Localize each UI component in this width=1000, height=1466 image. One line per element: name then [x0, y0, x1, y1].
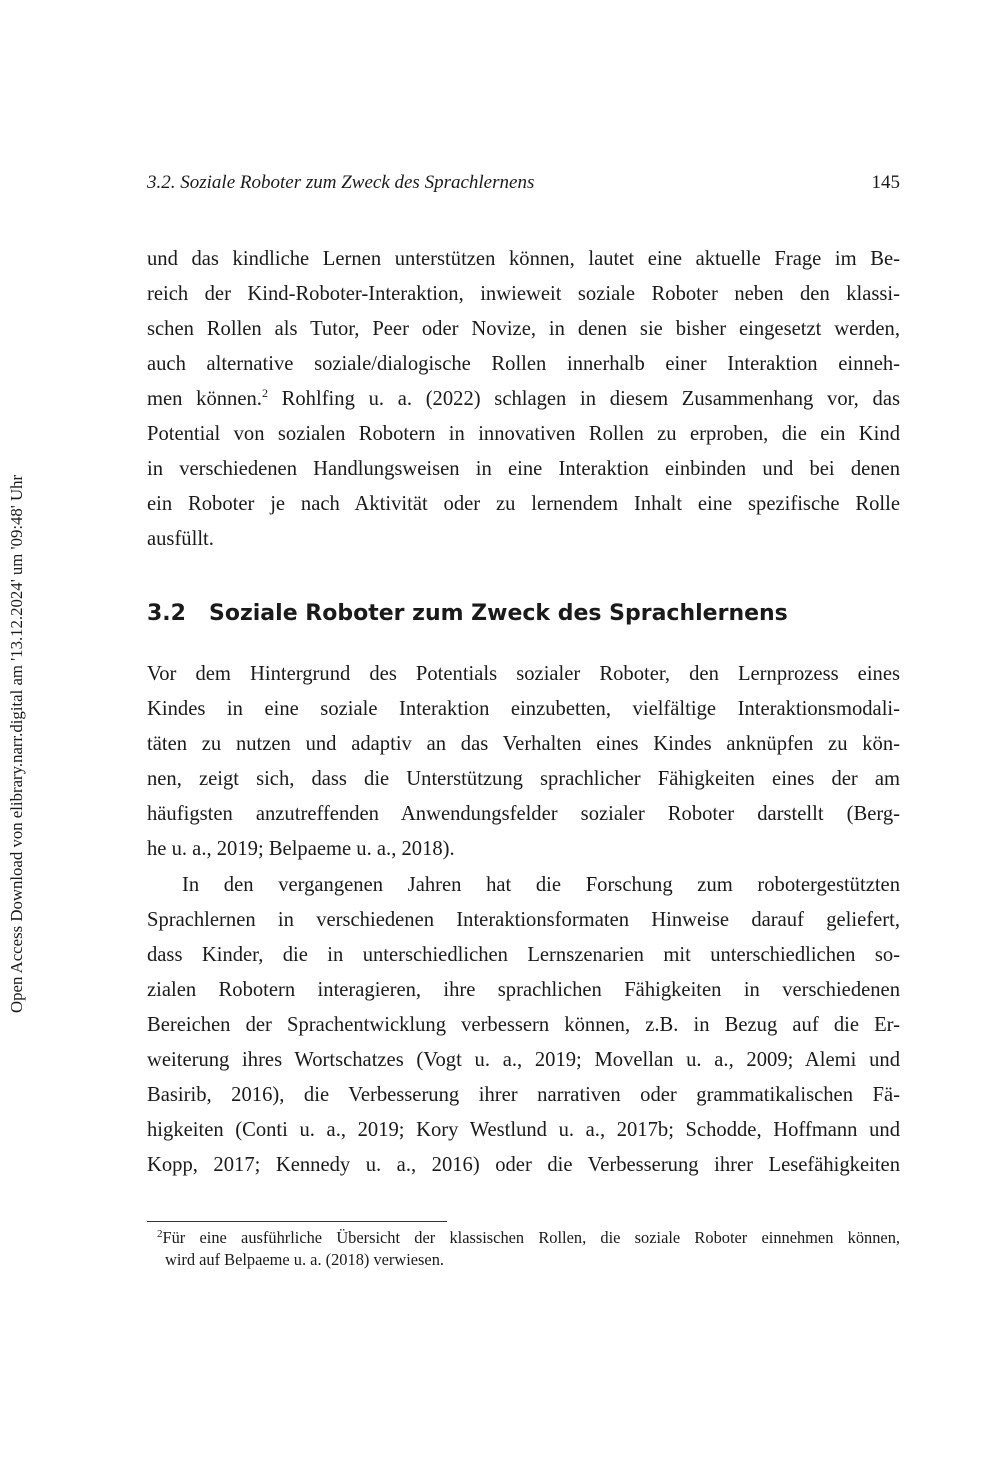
- page-header: [147, 170, 900, 196]
- text-line: dass Kinder, die in unterschiedlichen Lernszenarien mit unterschiedlichen so-: [147, 944, 900, 966]
- text-line: Basirib, 2016), die Verbesserung ihrer narrativen oder grammatikalischen Fä-: [147, 1084, 900, 1106]
- text-line: auch alternative soziale/dialogische Rollen innerhalb einer Interaktion einneh-: [147, 353, 900, 375]
- line-start: men können.: [147, 388, 262, 410]
- text-line: reich der Kind-Roboter-Interaktion, inwieweit soziale Roboter neben den klassi-: [147, 283, 900, 305]
- text-line: in verschiedenen Handlungsweisen in eine Interaktion einbinden und bei denen: [147, 458, 900, 480]
- footnote-line: wird auf Belpaeme u. a. (2018) verwiesen.: [165, 1250, 444, 1269]
- text-line: häufigsten anzutreffenden Anwendungsfelder sozialer Roboter darstellt (Berg-: [147, 803, 900, 825]
- text-line: Kindes in eine soziale Interaktion einzubetten, vielfältige Interaktionsmodali-: [147, 698, 900, 720]
- text-line: zialen Robotern interagieren, ihre sprachlichen Fähigkeiten in verschiedenen: [147, 979, 900, 1001]
- text-line: weiterung ihres Wortschatzes (Vogt u. a., 2019; Movellan u. a., 2009; Alemi und: [147, 1049, 900, 1071]
- text-line: Sprachlernen in verschiedenen Interaktionsformaten Hinweise darauf geliefert,: [147, 909, 900, 931]
- text-line: schen Rollen als Tutor, Peer oder Novize, in denen sie bisher eingesetzt werden,: [147, 318, 900, 340]
- text-line: Bereichen der Sprachentwicklung verbessern können, z.B. in Bezug auf die Er-: [147, 1014, 900, 1036]
- page-number: 145: [871, 172, 900, 193]
- text-line: Vor dem Hintergrund des Potentials sozialer Roboter, den Lernprozess eines: [147, 663, 900, 685]
- section-number: 3.2: [147, 601, 186, 626]
- text-line: Kopp, 2017; Kennedy u. a., 2016) oder die Verbesserung ihrer Lesefähigkeiten: [147, 1154, 900, 1176]
- text-line: nen, zeigt sich, dass die Unterstützung sprachlicher Fähigkeiten eines der am: [147, 768, 900, 790]
- footnote-text: Für eine ausführliche Übersicht der klassischen Rollen, die soziale Roboter einnehmen können,: [162, 1228, 900, 1247]
- running-title: 3.2. Soziale Roboter zum Zweck des Sprachlernens: [147, 172, 535, 193]
- text-line: [147, 382, 900, 417]
- footnote-mark: 2: [157, 1228, 163, 1240]
- section-heading: [147, 596, 900, 632]
- footnote-reference[interactable]: 2: [261, 386, 268, 400]
- text-line: und das kindliche Lernen unterstützen können, lautet eine aktuelle Frage im Be-: [147, 248, 900, 270]
- section-title: Soziale Roboter zum Zweck des Sprachlernens: [209, 601, 788, 626]
- text-line: Potential von sozialen Robotern in innovativen Rollen zu erproben, die ein Kind: [147, 423, 900, 445]
- text-line: täten zu nutzen und adaptiv an das Verhalten eines Kindes anknüpfen zu kön-: [147, 733, 900, 755]
- text-line: ausfüllt.: [147, 528, 214, 550]
- text-line: higkeiten (Conti u. a., 2019; Kory Westlund u. a., 2017b; Schodde, Hoffmann und: [147, 1119, 900, 1141]
- footnote-divider: [147, 1221, 447, 1222]
- text-line: he u. a., 2019; Belpaeme u. a., 2018).: [147, 838, 455, 860]
- download-watermark: Open Access Download von elibrary.narr.digital am '13.12.2024' um '09:48' Uhr: [7, 474, 26, 1013]
- footnote-line: [157, 1227, 900, 1249]
- line-rest: Rohlfing u. a. (2022) schlagen in diesem Zusammenhang vor, das: [281, 388, 900, 410]
- text-line: In den vergangenen Jahren hat die Forschung zum robotergestützten: [182, 874, 900, 896]
- text-line: ein Roboter je nach Aktivität oder zu lernendem Inhalt eine spezifische Rolle: [147, 493, 900, 515]
